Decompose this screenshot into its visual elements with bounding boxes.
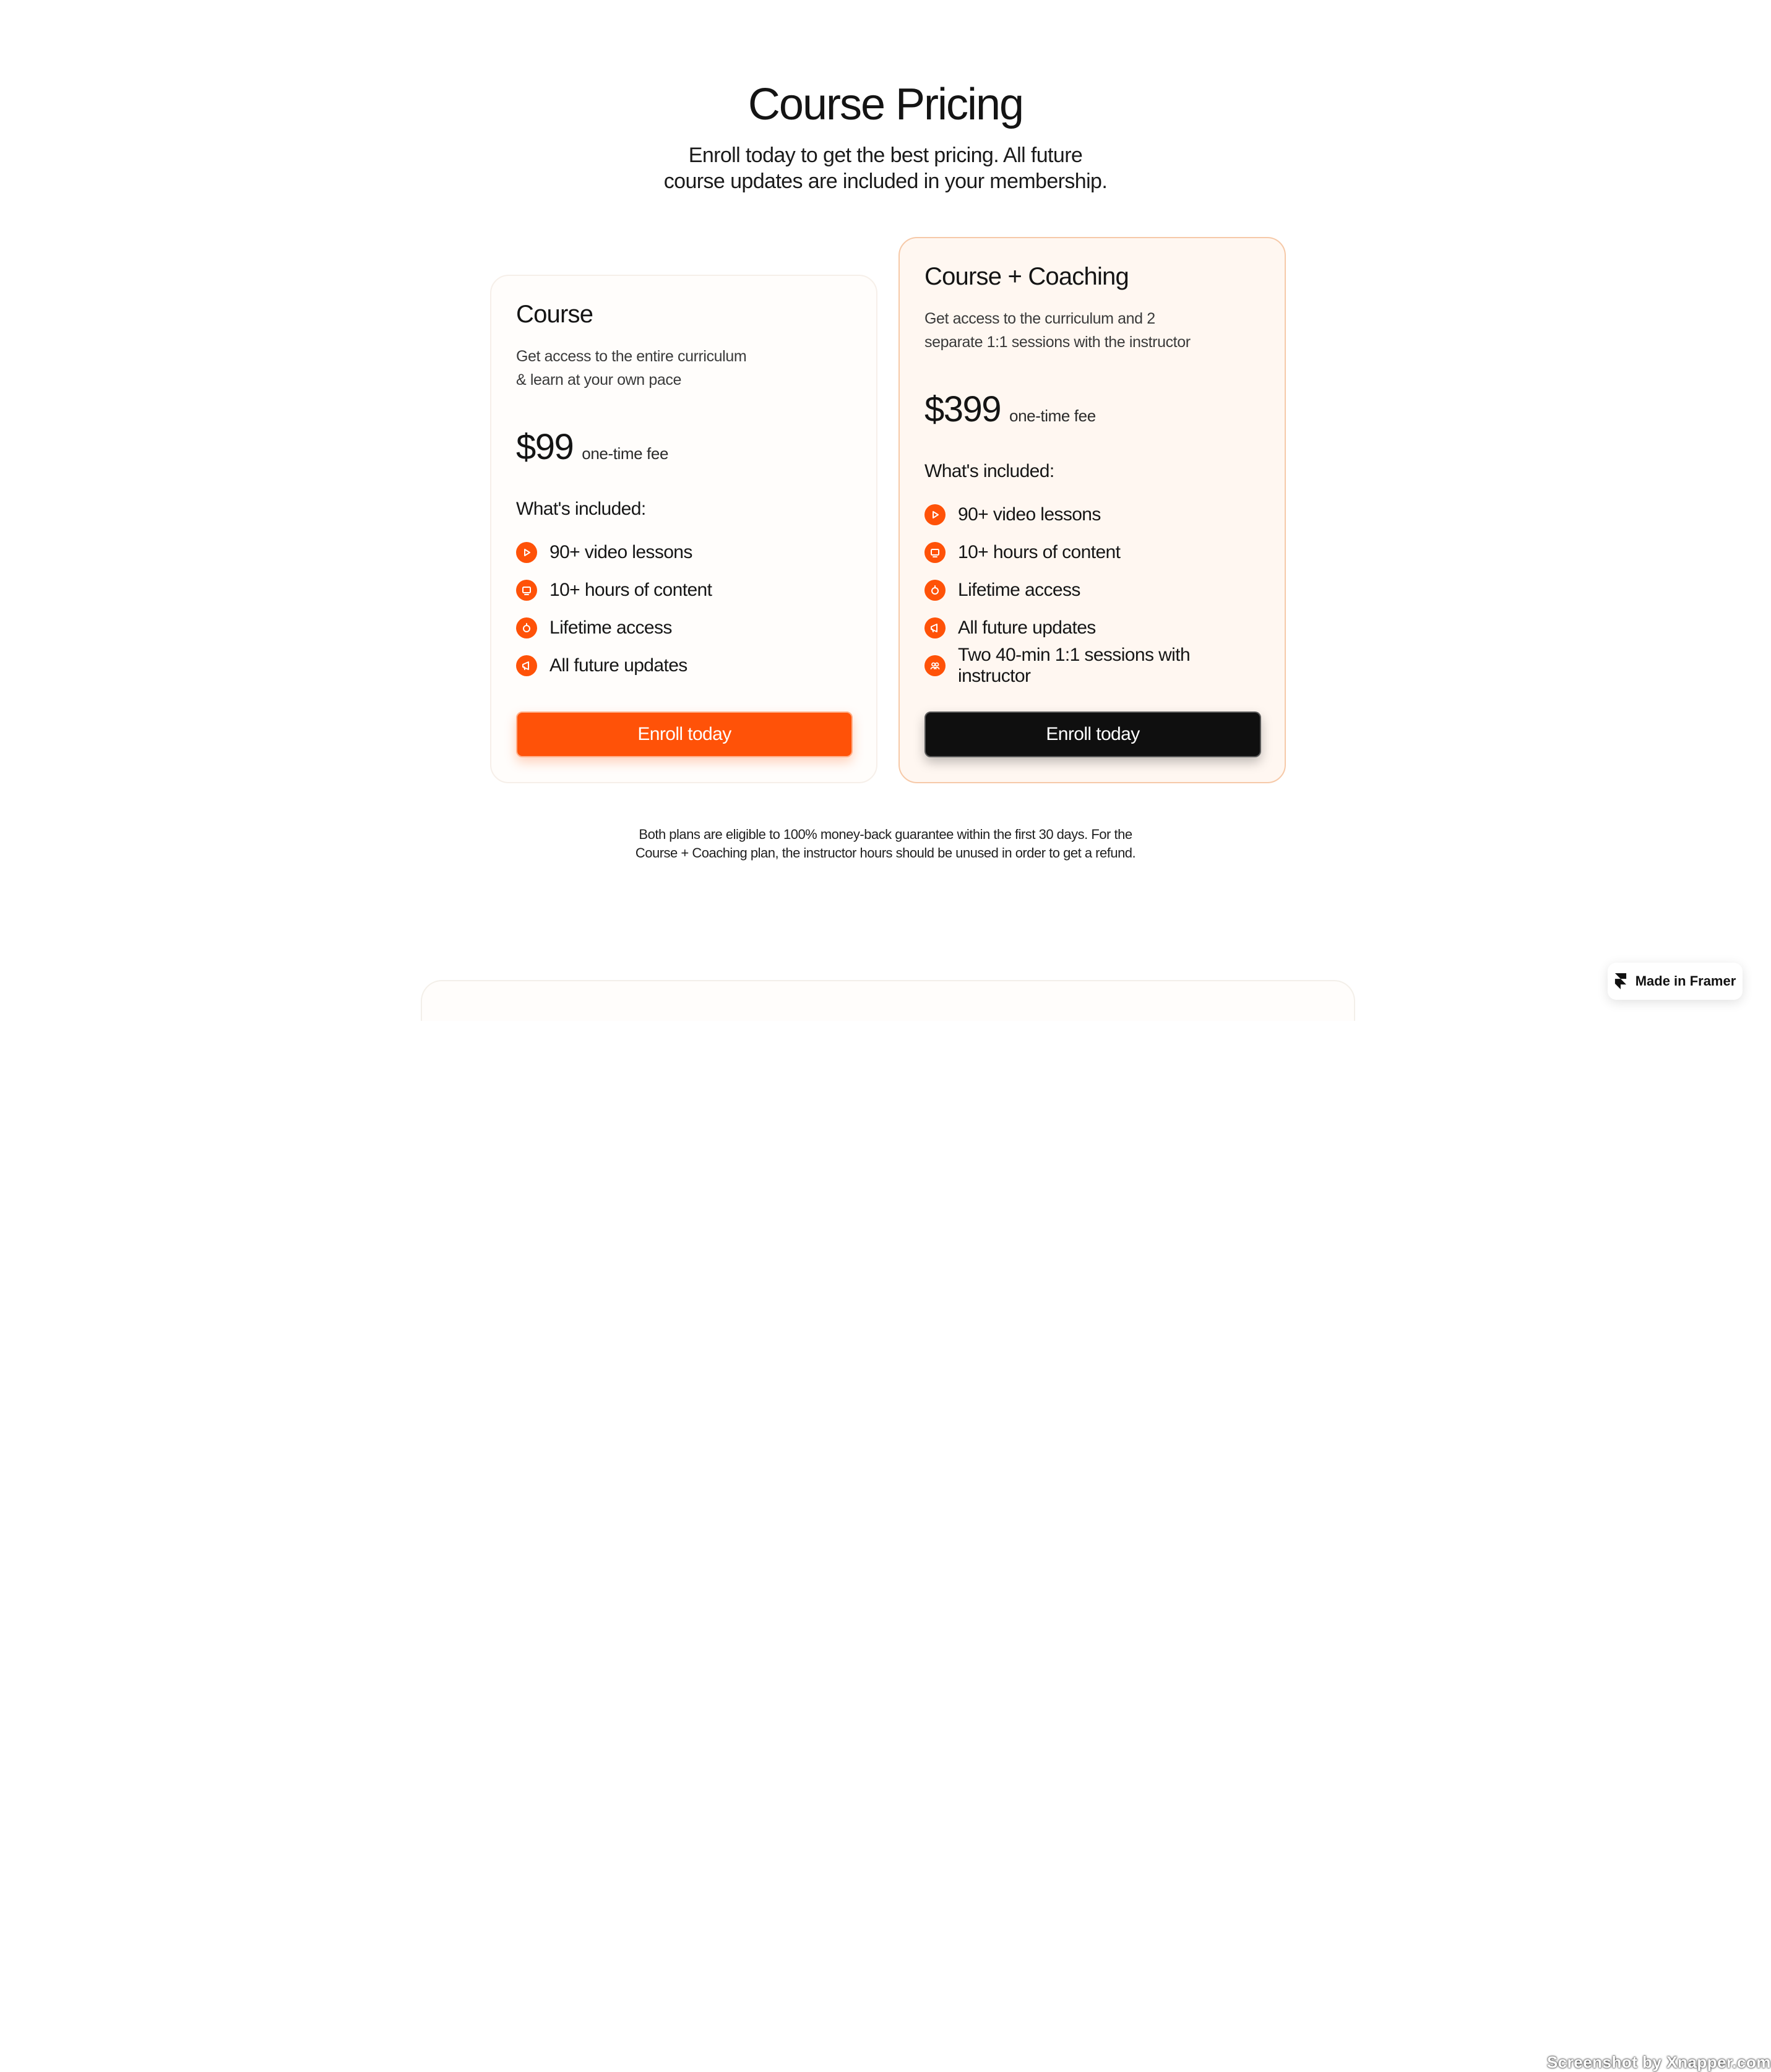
feature-label: 10+ hours of content [958, 541, 1121, 562]
feature-item [516, 609, 851, 647]
feature-label: All future updates [958, 617, 1096, 638]
infinity-icon [924, 580, 946, 601]
megaphone-icon [516, 655, 537, 676]
enroll-button-course[interactable]: Enroll today [516, 711, 853, 757]
feature-list [924, 496, 1260, 684]
plan-description-line: Get access to the entire curriculum [516, 348, 747, 365]
feature-label: 10+ hours of content [549, 579, 712, 600]
feature-label: 90+ video lessons [549, 541, 692, 562]
feature-item [924, 609, 1260, 647]
feature-item [924, 496, 1260, 533]
badge-label: Made in Framer [1635, 973, 1736, 989]
feature-item [924, 571, 1260, 609]
feature-item [516, 571, 851, 609]
megaphone-icon [924, 617, 946, 638]
guarantee-line: Both plans are eligible to 100% money-back guarantee within the first 30 days. For the [639, 827, 1132, 842]
screen-icon [516, 580, 537, 601]
plan-description-line: & learn at your own pace [516, 371, 681, 389]
framer-logo-icon [1614, 973, 1627, 989]
plan-name: Course + Coaching [924, 263, 1129, 290]
screenshot-footer [0, 1021, 1771, 2071]
plan-description [516, 345, 851, 392]
feature-label: 90+ video lessons [958, 504, 1101, 525]
pricing-card-course [490, 275, 877, 783]
feature-item [924, 533, 1260, 571]
feature-label: Lifetime access [958, 579, 1080, 600]
price-note: one-time fee [1009, 406, 1096, 425]
included-label: What's included: [516, 499, 646, 519]
play-icon [924, 504, 946, 525]
page-title: Course Pricing [748, 80, 1023, 129]
page-subtitle [0, 142, 1771, 194]
made-in-framer-badge[interactable] [1608, 963, 1743, 1000]
enroll-button-course-coaching[interactable]: Enroll today [924, 711, 1261, 757]
users-icon [924, 655, 946, 676]
plan-description-line: Get access to the curriculum and 2 [924, 310, 1155, 327]
feature-list [516, 533, 851, 684]
plan-price: $99 [516, 427, 574, 467]
feature-item [924, 644, 1260, 686]
watermark-text: Screenshot by Xnapper.com [1546, 2053, 1771, 2071]
pricing-card-course-coaching [898, 237, 1286, 783]
feature-label: Two 40-min 1:1 sessions with instructor [958, 644, 1191, 686]
price-note: one-time fee [582, 444, 669, 463]
infinity-icon [516, 617, 537, 638]
pricing-page [0, 0, 1771, 1021]
feature-item [516, 647, 851, 684]
play-icon [516, 542, 537, 563]
feature-label: All future updates [549, 655, 687, 676]
feature-item [516, 533, 851, 571]
feature-label: Lifetime access [549, 617, 672, 638]
plan-description [924, 307, 1260, 354]
included-label: What's included: [924, 461, 1054, 481]
plan-price: $399 [924, 389, 1001, 429]
price-row [924, 389, 1260, 430]
plan-description-line: separate 1:1 sessions with the instructor [924, 333, 1191, 351]
subtitle-line: course updates are included in your membership. [663, 170, 1108, 193]
subtitle-line: Enroll today to get the best pricing. All future [688, 144, 1083, 167]
plan-name: Course [516, 301, 593, 328]
guarantee-note [0, 825, 1771, 862]
screen-icon [924, 542, 946, 563]
guarantee-line: Course + Coaching plan, the instructor hours should be unused in order to get a refund. [635, 845, 1136, 861]
price-row [516, 426, 851, 468]
